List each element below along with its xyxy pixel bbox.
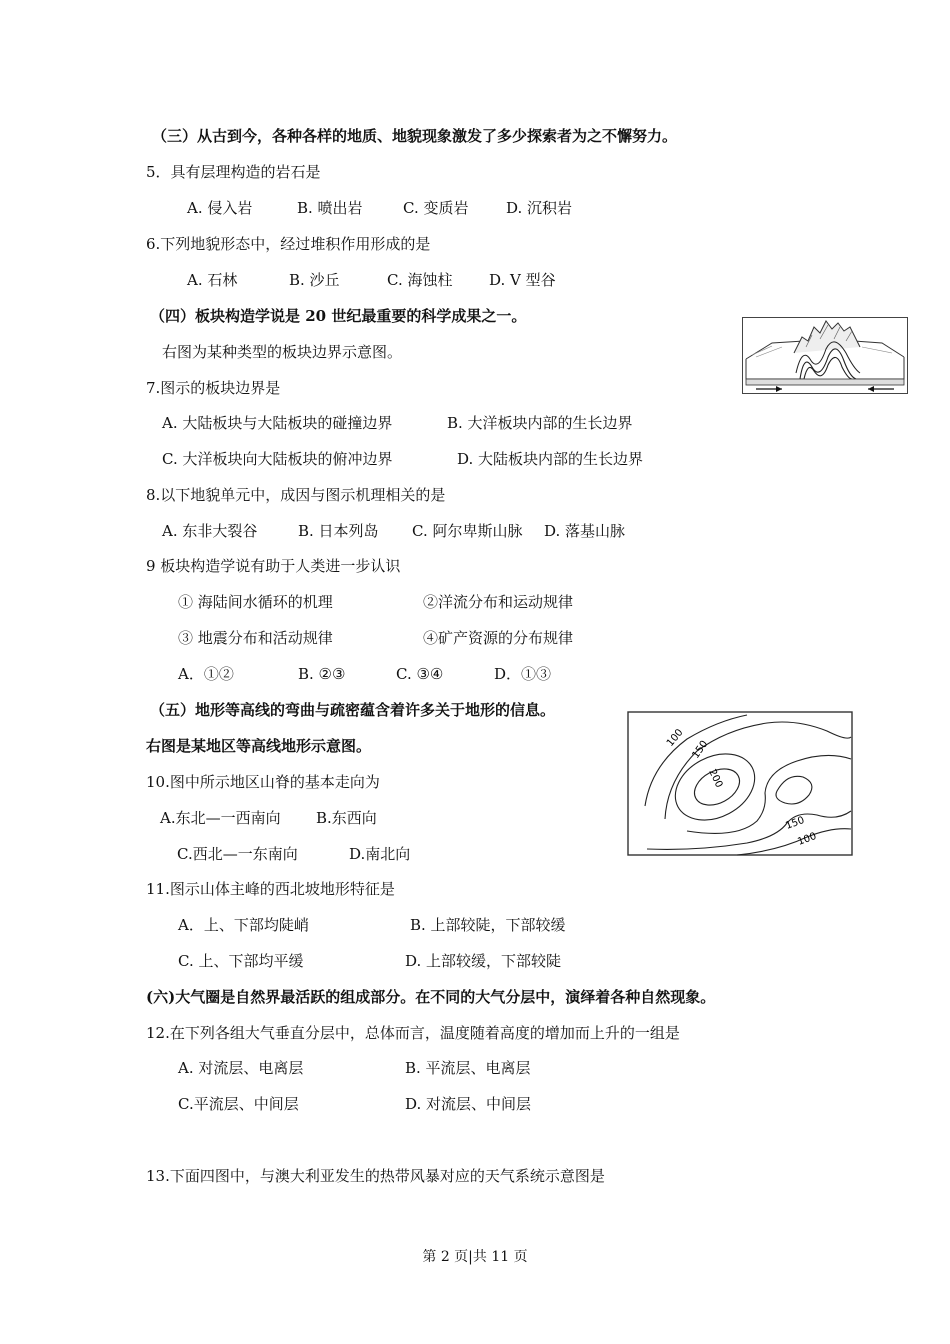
- q12-stem: 12.在下列各组大气垂直分层中，总体而言，温度随着高度的增加而上升的一组是: [146, 1024, 680, 1042]
- q12-option-c: C.平流层、中间层: [178, 1095, 299, 1113]
- q8-stem: 8.以下地貌单元中，成因与图示机理相关的是: [146, 486, 446, 504]
- q5-option-d: D. 沉积岩: [506, 199, 573, 217]
- section-4-intro: 右图为某种类型的板块边界示意图。: [162, 343, 403, 361]
- q9-option-b: B. ②③: [298, 665, 346, 683]
- q7-option-b: B. 大洋板块内部的生长边界: [447, 414, 633, 432]
- q13-stem: 13.下面四图中，与澳大利亚发生的热带风暴对应的天气系统示意图是: [146, 1167, 605, 1185]
- plate-boundary-figure: [742, 317, 908, 394]
- q8-option-a: A. 东非大裂谷: [162, 522, 258, 540]
- section-4-heading: （四）板块构造学说是 20 世纪最重要的科学成果之一。: [150, 307, 527, 325]
- q5-option-b: B. 喷出岩: [297, 199, 363, 217]
- q10-option-b: B.东西向: [316, 809, 377, 827]
- q9-statement-3: ③ 地震分布和活动规律: [178, 629, 333, 647]
- q10-option-c: C.西北—一东南向: [177, 845, 298, 863]
- contour-label-200: 200: [706, 767, 725, 790]
- q7-option-a: A. 大陆板块与大陆板块的碰撞边界: [162, 414, 393, 432]
- q5-option-a: A. 侵入岩: [187, 199, 253, 217]
- section-3-heading: （三）从古到今，各种各样的地质、地貌现象激发了多少探索者为之不懈努力。: [152, 127, 678, 145]
- q9-statement-1: ① 海陆间水循环的机理: [178, 593, 333, 611]
- q7-option-d: D. 大陆板块内部的生长边界: [457, 450, 644, 468]
- q8-option-c: C. 阿尔卑斯山脉: [412, 522, 523, 540]
- contour-label-100-south: 100: [796, 830, 818, 848]
- page-footer: 第 2 页|共 11 页: [422, 1249, 528, 1265]
- q6-option-c: C. 海蚀柱: [387, 271, 453, 289]
- q9-statement-4: ④矿产资源的分布规律: [423, 629, 574, 647]
- q6-stem: 6.下列地貌形态中，经过堆积作用形成的是: [146, 235, 431, 253]
- contour-label-150-south: 150: [784, 814, 806, 832]
- q12-option-b: B. 平流层、电离层: [405, 1059, 531, 1077]
- q6-option-a: A. 石林: [187, 271, 238, 289]
- section-5-heading: （五）地形等高线的弯曲与疏密蕴含着许多关于地形的信息。: [150, 701, 556, 719]
- q5-stem: 5．具有层理构造的岩石是: [146, 163, 321, 181]
- q5-option-c: C. 变质岩: [403, 199, 469, 217]
- q8-option-b: B. 日本列岛: [298, 522, 379, 540]
- contour-map-figure: [627, 711, 853, 856]
- q7-option-c: C. 大洋板块向大陆板块的俯冲边界: [162, 450, 393, 468]
- q6-option-b: B. 沙丘: [289, 271, 340, 289]
- q7-stem: 7.图示的板块边界是: [146, 379, 281, 397]
- q10-stem: 10.图中所示地区山脊的基本走向为: [146, 773, 380, 791]
- q11-option-a: A．上、下部均陡峭: [178, 916, 309, 934]
- q10-option-d: D.南北向: [349, 845, 411, 863]
- q11-option-b: B. 上部较陡，下部较缓: [410, 916, 566, 934]
- section-6-heading: (六)大气圈是自然界最活跃的组成部分。在不同的大气分层中，演绎着各种自然现象。: [146, 988, 716, 1006]
- q9-option-d: D．①③: [494, 665, 552, 683]
- q12-option-a: A. 对流层、电离层: [178, 1059, 304, 1077]
- q9-stem: 9 板块构造学说有助于人类进一步认识: [146, 557, 401, 575]
- q9-option-a: A．①②: [178, 665, 234, 683]
- q9-option-c: C. ③④: [396, 665, 444, 683]
- q11-option-c: C. 上、下部均平缓: [178, 952, 304, 970]
- contour-label-100-nw: 100: [664, 727, 686, 749]
- q12-option-d: D. 对流层、中间层: [405, 1095, 532, 1113]
- q9-statement-2: ②洋流分布和运动规律: [423, 593, 574, 611]
- q11-option-d: D. 上部较缓，下部较陡: [405, 952, 562, 970]
- contour-label-150-north: 150: [690, 738, 711, 761]
- section-5-intro: 右图是某地区等高线地形示意图。: [146, 737, 372, 755]
- q10-option-a: A.东北—一西南向: [160, 809, 281, 827]
- q6-option-d: D. V 型谷: [489, 271, 556, 289]
- q8-option-d: D. 落基山脉: [544, 522, 626, 540]
- q11-stem: 11.图示山体主峰的西北坡地形特征是: [146, 880, 395, 898]
